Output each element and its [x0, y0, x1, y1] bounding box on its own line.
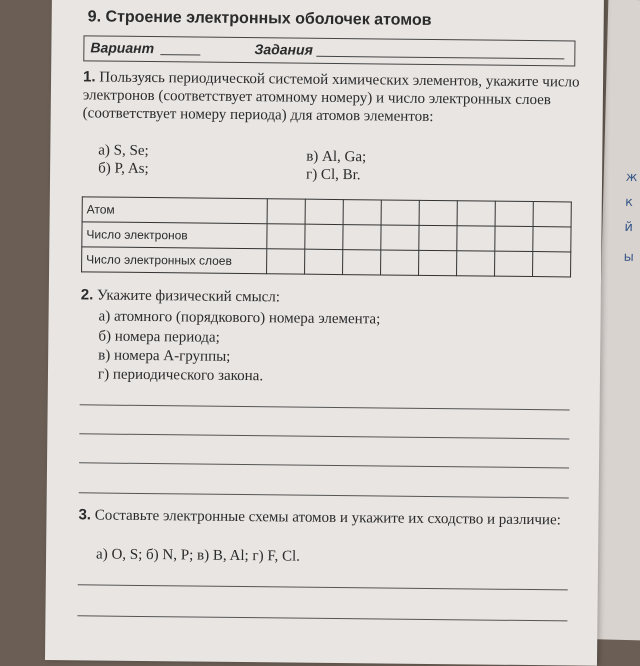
- question-number: 1.: [83, 68, 96, 86]
- q2-item-a: а) атомного (порядкового) номера элемента;: [98, 308, 381, 328]
- table-row-label: Число электронных слоев: [82, 247, 267, 274]
- table-cell[interactable]: [381, 250, 419, 275]
- atom-table: [81, 196, 572, 277]
- question-1: [83, 68, 584, 127]
- table-cell[interactable]: [419, 200, 457, 225]
- table-cell[interactable]: [419, 250, 457, 275]
- table-cell[interactable]: [533, 227, 571, 252]
- answer-line[interactable]: [78, 584, 568, 590]
- table-cell[interactable]: [343, 250, 381, 275]
- table-cell[interactable]: [267, 224, 305, 249]
- q2-item-v: в) номера А-группы;: [98, 347, 231, 365]
- table-cell[interactable]: [457, 226, 495, 251]
- option-a: а) S, Se;: [98, 142, 149, 160]
- table-cell[interactable]: [305, 249, 343, 274]
- workbook-page: [45, 0, 604, 666]
- question-number: 3.: [78, 506, 92, 524]
- table-cell[interactable]: [533, 202, 571, 227]
- table-cell[interactable]: [343, 200, 381, 225]
- question-3: [78, 506, 578, 529]
- table-cell[interactable]: [381, 225, 419, 250]
- variant-label: Вариант: [90, 39, 155, 57]
- question-text: Пользуясь периодической системой химических элементов, укажите число электронов (соответствует атомному номеру) и число электронных слоев (соответствует номеру периода) для атомов элементов:: [82, 69, 580, 126]
- table-cell[interactable]: [495, 251, 533, 276]
- q2-item-g: г) периодического закона.: [97, 366, 264, 385]
- question-2: [81, 286, 280, 306]
- table-row: [82, 247, 571, 277]
- option-b: б) P, As;: [98, 160, 149, 178]
- answer-line[interactable]: [79, 492, 569, 498]
- question-text: Составьте электронные схемы атомов и укажите их сходство и различие:: [94, 507, 561, 529]
- table-cell[interactable]: [267, 249, 305, 274]
- margin-scribble: ж: [625, 169, 638, 186]
- table-cell[interactable]: [457, 251, 495, 276]
- margin-scribble: й: [624, 219, 634, 236]
- answer-line[interactable]: [80, 404, 570, 410]
- table-cell[interactable]: [495, 226, 533, 251]
- table-cell[interactable]: [343, 225, 381, 250]
- table-row-label: Атом: [82, 197, 267, 224]
- table-cell[interactable]: [419, 225, 457, 250]
- tasks-input-line[interactable]: [316, 56, 564, 60]
- table-cell[interactable]: [533, 252, 571, 277]
- table-cell[interactable]: [495, 201, 533, 226]
- answer-line[interactable]: [77, 615, 567, 621]
- table-cell[interactable]: [305, 224, 343, 249]
- table-row-label: Число электронов: [82, 222, 267, 249]
- table-cell[interactable]: [381, 200, 419, 225]
- q3-options: а) O, S; б) N, P; в) B, Al; г) F, Cl.: [96, 546, 301, 565]
- variant-box: [83, 35, 575, 66]
- tasks-label: Задания: [254, 41, 313, 58]
- table-cell[interactable]: [305, 199, 343, 224]
- answer-line[interactable]: [79, 433, 569, 439]
- option-v: в) Al, Ga;: [306, 148, 367, 166]
- option-g: г) Cl, Br.: [305, 166, 361, 184]
- table-cell[interactable]: [267, 199, 305, 224]
- answer-line[interactable]: [79, 462, 569, 468]
- margin-scribble: к: [624, 194, 634, 211]
- variant-input-line[interactable]: [160, 54, 200, 55]
- question-text: Укажите физический смысл:: [96, 287, 281, 306]
- margin-scribble: ы: [623, 249, 635, 266]
- question-number: 2.: [80, 286, 94, 304]
- table-cell[interactable]: [457, 201, 495, 226]
- section-title: 9. Строение электронных оболочек атомов: [87, 8, 432, 29]
- q2-item-b: б) номера периода;: [98, 328, 220, 346]
